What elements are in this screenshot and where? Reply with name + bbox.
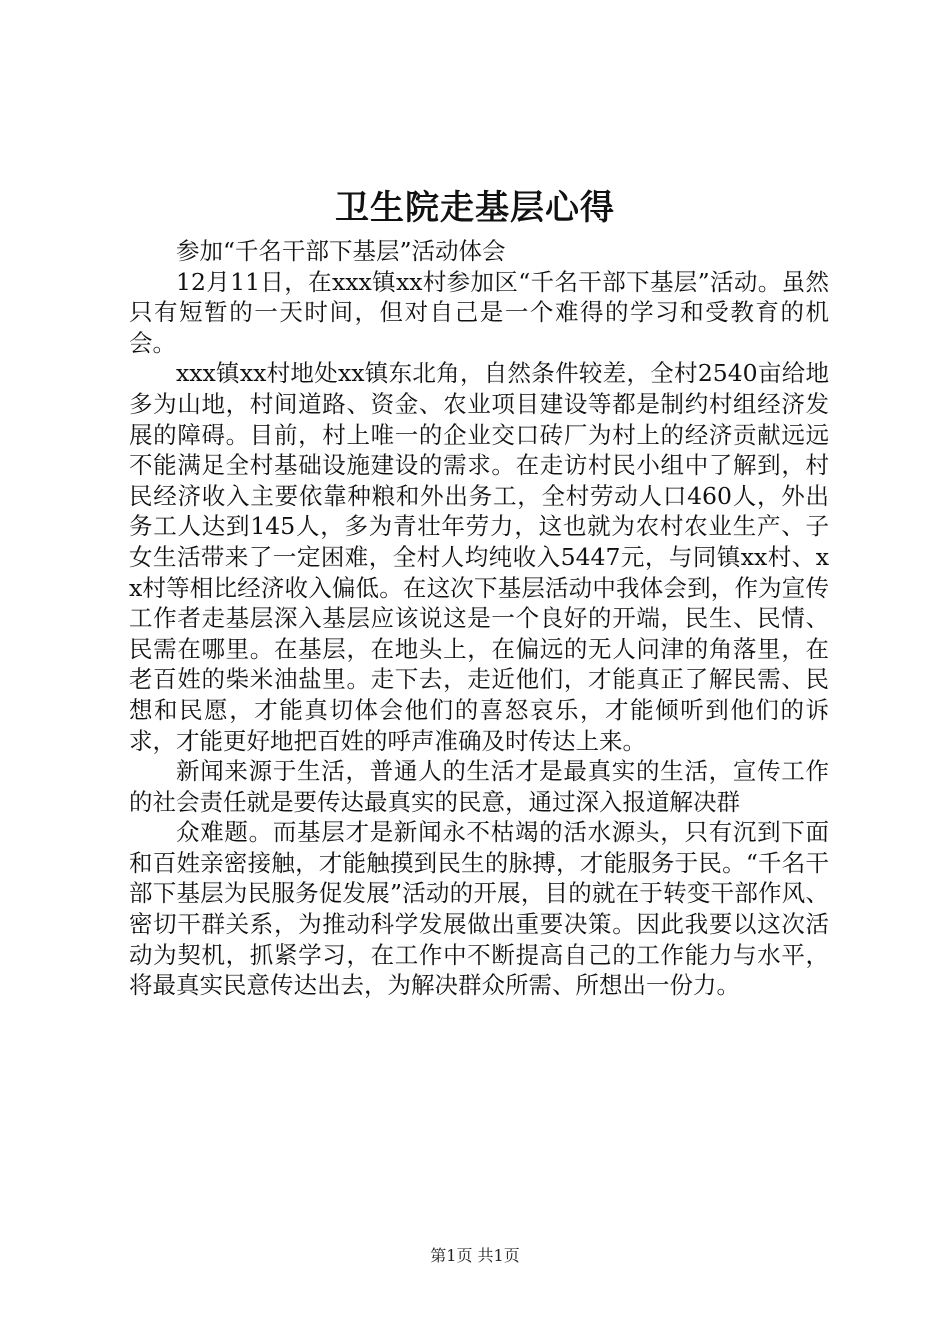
body-paragraph: xxx镇xx村地处xx镇东北角，自然条件较差，全村2540亩给地多为山地，村间道路、资金、农业项目建设等都是制约村组经济发展的障碍。目前，村上唯一的企业交口砖厂为村上的经济贡献远远不能满足全村基础设施建设的需求。在走访村民小组中了解到，村民经济收入主要依靠种粮和外出务工，全村劳动人口460人，外出务工人达到145人，多为青壮年劳力，这也就为农村农业生产、子女生活带来了一定困难，全村人均纯收入5447元，与同镇xx村、xx村等相比经济收入偏低。在这次下基层活动中我体会到，作为宣传工作者走基层深入基层应该说这是一个良好的开端，民生、民情、民需在哪里。在基层，在地头上，在偏远的无人问津的角落里，在老百姓的柴米油盐里。走下去，走近他们，才能真正了解民需、民想和民愿，才能真切体会他们的喜怒哀乐，才能倾听到他们的诉求，才能更好地把百姓的呼声准确及时传达上来。 xyxy=(129,359,829,755)
body-paragraph: 新闻来源于生活，普通人的生活才是最真实的生活，宣传工作的社会责任就是要传达最真实的民意，通过深入报道解决群 xyxy=(129,757,829,816)
document-body xyxy=(129,236,829,1001)
body-paragraph: 12月11日，在xxx镇xx村参加区“千名干部下基层”活动。虽然只有短暂的一天时间，但对自己是一个难得的学习和受教育的机会。 xyxy=(129,267,829,357)
document-title: 卫生院走基层心得 xyxy=(335,188,615,228)
page-number-footer: 第1页 共1页 xyxy=(430,1246,520,1265)
body-paragraph: 众难题。而基层才是新闻永不枯竭的活水源头，只有沉到下面和百姓亲密接触，才能触摸到民生的脉搏，才能服务于民。“千名干部下基层为民服务促发展”活动的开展，目的就在于转变干部作风、密切干群关系，为推动科学发展做出重要决策。因此我要以这次活动为契机，抓紧学习，在工作中不断提高自己的工作能力与水平，将最真实民意传达出去，为解决群众所需、所想出一份力。 xyxy=(129,818,829,1000)
subtitle-paragraph: 参加“千名干部下基层”活动体会 xyxy=(176,237,506,265)
